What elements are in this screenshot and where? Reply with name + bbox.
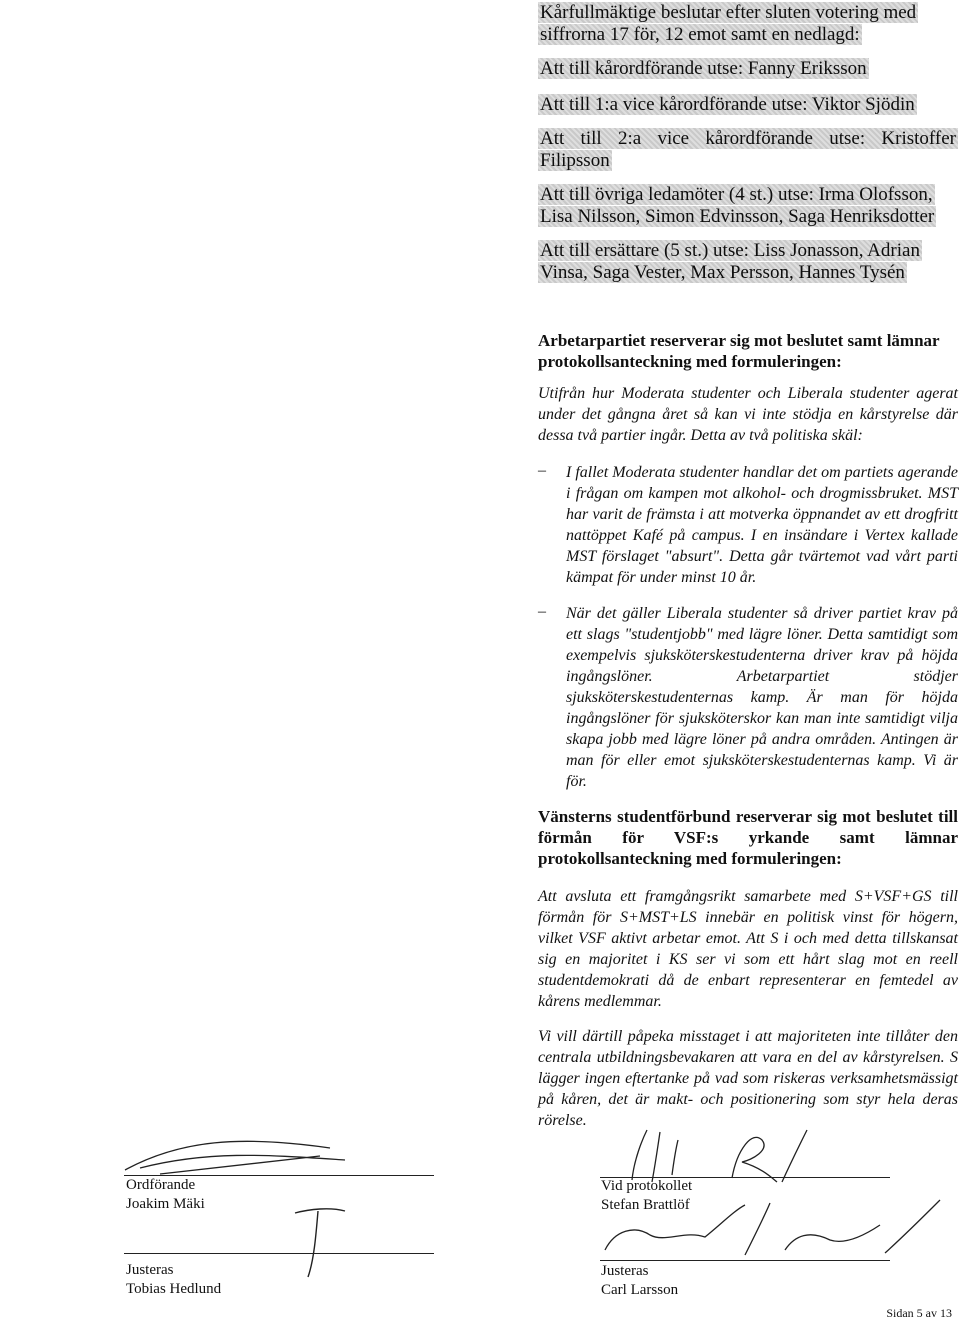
decision-chair (538, 58, 958, 80)
chair-role: Ordförande (126, 1177, 196, 1193)
decision-line-1: Kårfullmäktige beslutar efter sluten votering med (540, 2, 917, 23)
signature-line-adjuster-left (124, 1253, 434, 1254)
reservation1-intro: Utifrån hur Moderata studenter och Liberala studenter agerat under det gångna året så kan vi inte stödja en kårstyrelse där dessa två partier ingår. Detta av två politiska skäl: (538, 385, 958, 444)
decision-statement (538, 2, 958, 46)
adjuster-left-role: Justeras (126, 1262, 174, 1278)
decision-chair-text: Att till kårordförande utse: Fanny Eriksson (540, 58, 867, 79)
decision-vice2-text: Att till 2:a vice kårordförande utse: Kristoffer Filipsson (540, 128, 956, 171)
dash-marker: – (538, 462, 546, 479)
reservation2-para-1: Att avsluta ett framgångsrikt samarbete med S+VSF+GS till förmån för S+MST+LS innebär en politisk vinst för högern, vilket VSF aktivt arbetar emot. Att S i och med detta tillskansat sig en majoritet i KS ser vi som ett hårt slag mot en reell studentdemokrati då de enbart representerar en femtedel av kårens medlemmar. (538, 888, 958, 1010)
adjuster-right-role: Justeras (601, 1263, 649, 1279)
adjuster-left-name: Tobias Hedlund (126, 1281, 222, 1297)
decision-deputies (538, 240, 958, 284)
decision-vice2 (538, 128, 958, 172)
reservation1-heading: Arbetarpartiet reserverar sig mot beslutet samt lämnar protokollsanteckning med formuleringen: (538, 331, 940, 371)
bullet-text: När det gäller Liberala studenter så driver partiet krav på ett slags "studentjobb" med lägre löner. Detta samtidigt som exempelvis sjuksköterskestudenterna driver krav på höjda ingångslöner. Arbetarpartiet stödjer sjuksköterskestudenternas kamp. Är man för höjda ingångslöner för sjuksköterskor kan man inte samtidigt vilja skapa jobb med lägre löner på andra områden. Antingen är man för eller emot sjuksköterskestudenternas kamp. Vi är för. (566, 605, 958, 790)
signature-line-adjuster-right (600, 1260, 890, 1261)
decision-vice1 (538, 94, 958, 116)
decision-deputies-text: Att till ersättare (5 st.) utse: Liss Jonasson, Adrian Vinsa, Saga Vester, Max Persson, Hannes Tysén (540, 240, 920, 283)
bullet-text: I fallet Moderata studenter handlar det om partiets agerande i frågan om kampen mot alkohol- och drogmissbruket. MST har varit de främsta i att motverka öppnandet av ett drogfritt nattöppet Kafé på campus. I en insändare i Vertex kallade MST förslaget "absurt". Detta går tvärtemot vad vårt parti kämpat för under minst 10 år. (566, 464, 958, 586)
reservation2-para-2: Vi vill därtill påpeka misstaget i att majoriteten inte tillåter den centrala utbildningsbevakaren att vara en del av kårstyrelsen. S lägger ingen eftertanke på vad som riskeras verksamhetsmässigt på kåren, det är makt- och positionering som styr hela deras rörelse. (538, 1028, 958, 1129)
adjuster-right-name: Carl Larsson (601, 1282, 679, 1298)
dash-marker: – (538, 603, 546, 620)
decision-vice1-text: Att till 1:a vice kårordförande utse: Viktor Sjödin (540, 94, 915, 115)
signature-chair-icon (120, 1130, 350, 1180)
secretary-name: Stefan Brattlöf (601, 1197, 690, 1213)
decision-members (538, 184, 958, 228)
decision-members-text: Att till övriga ledamöter (4 st.) utse: Irma Olofsson, Lisa Nilsson, Simon Edvinsson, Saga Henriksdotter (540, 184, 935, 227)
reservation2-heading: Vänsterns studentförbund reserverar sig mot beslutet till förmån för VSF:s yrkande samt lämnar protokollsanteckning med formuleringen: (538, 807, 958, 868)
page-number: Sidan 5 av 13 (886, 1306, 952, 1320)
secretary-role: Vid protokollet (601, 1178, 693, 1194)
signature-adjuster-left-icon (290, 1205, 350, 1280)
chair-name: Joakim Mäki (126, 1196, 205, 1212)
decision-line-2: siffrorna 17 för, 12 emot samt en nedlagd: (540, 24, 860, 45)
